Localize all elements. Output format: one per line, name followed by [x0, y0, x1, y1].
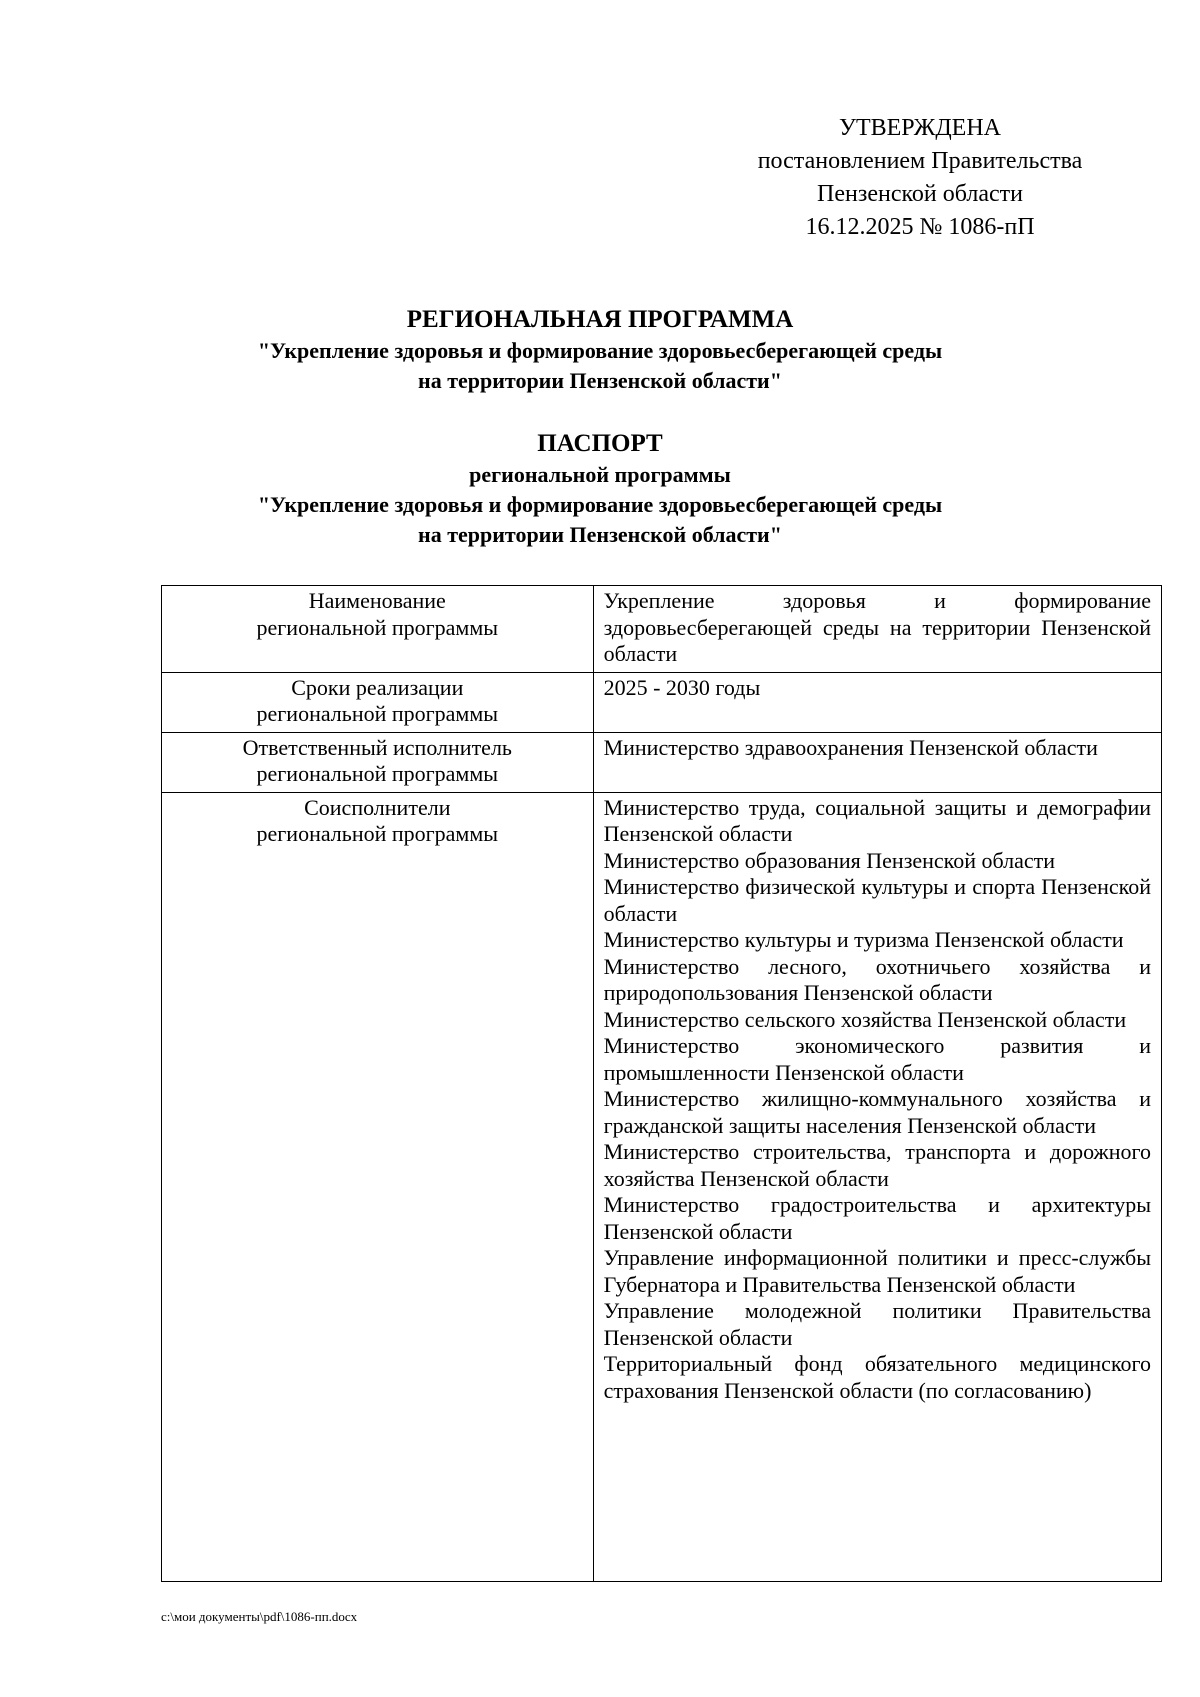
table-label-cell: [162, 792, 594, 1581]
co-executor-item: Министерство жилищно-коммунального хозяйства и гражданской защиты населения Пензенской области: [603, 1086, 1151, 1138]
table-label-cell: [162, 586, 594, 673]
table-value-cell: [593, 586, 1161, 673]
approval-line-1: УТВЕРЖДЕНА: [838, 115, 1002, 141]
table-row: [162, 586, 1162, 673]
co-executor-item: Министерство строительства, транспорта и дорожного хозяйства Пензенской области: [603, 1139, 1151, 1191]
program-title: РЕГИОНАЛЬНАЯ ПРОГРАММА: [406, 306, 794, 333]
approval-line-4: 16.12.2025 № 1086-пП: [805, 214, 1035, 240]
row-label-line-2: региональной программы: [256, 614, 499, 640]
approval-stamp: [740, 112, 1100, 244]
row-label-line-2: региональной программы: [256, 761, 499, 786]
passport-subtitle-line-2: "Укрепление здоровья и формирование здоровьесберегающей среды: [257, 492, 943, 517]
co-executor-item: Министерство сельского хозяйства Пензенской области: [603, 1006, 1127, 1032]
row-value: Министерство здравоохранения Пензенской области: [603, 734, 1098, 760]
co-executor-item: Министерство экономического развития и промышленности Пензенской области: [603, 1033, 1151, 1085]
co-executor-item: Министерство градостроительства и архитектуры Пензенской области: [603, 1192, 1151, 1244]
program-subtitle-line-1: "Укрепление здоровья и формирование здоровьесберегающей среды: [257, 338, 943, 363]
row-value: Укрепление здоровья и формирование здоровьесберегающей среды на территории Пензенской области: [603, 588, 1151, 666]
table-value-cell: [593, 672, 1161, 732]
program-heading: [150, 304, 1050, 396]
table-value-cell: [593, 792, 1161, 1581]
row-label-line-2: региональной программы: [256, 701, 499, 726]
passport-table: [161, 585, 1162, 1582]
table-value-cell: [593, 732, 1161, 792]
row-value: 2025 - 2030 годы: [603, 674, 761, 700]
passport-title: ПАСПОРТ: [537, 430, 663, 457]
co-executor-item: Министерство физической культуры и спорта Пензенской области: [603, 874, 1151, 926]
co-executor-item: Министерство культуры и туризма Пензенской области: [603, 927, 1124, 952]
passport-heading: [150, 428, 1050, 550]
approval-line-2: постановлением Правительства: [757, 148, 1083, 174]
table-label-cell: [162, 732, 594, 792]
table-row: [162, 792, 1162, 1581]
table-row: [162, 732, 1162, 792]
co-executor-item: Министерство образования Пензенской области: [603, 847, 1056, 873]
co-executor-item: Управление молодежной политики Правительства Пензенской области: [603, 1298, 1151, 1350]
program-subtitle-line-2: на территории Пензенской области": [418, 368, 782, 393]
approval-line-3: Пензенской области: [817, 181, 1023, 207]
row-label-line-2: региональной программы: [256, 821, 499, 846]
row-label-line-1: Сроки реализации: [291, 674, 464, 700]
row-label-line-1: Соисполнители: [304, 794, 451, 820]
row-label-line-1: Ответственный исполнитель: [242, 734, 512, 760]
table-row: [162, 672, 1162, 732]
file-path-footer: c:\мои документы\pdf\1086-пп.docx: [161, 1609, 358, 1624]
row-label-line-1: Наименование: [308, 588, 446, 613]
table-label-cell: [162, 672, 594, 732]
co-executor-item: Министерство труда, социальной защиты и демографии Пензенской области: [603, 794, 1151, 846]
co-executor-item: Территориальный фонд обязательного медицинского страхования Пензенской области (по согласованию): [603, 1351, 1151, 1403]
passport-subtitle-line-3: на территории Пензенской области": [418, 522, 782, 547]
co-executor-item: Управление информационной политики и пресс-службы Губернатора и Правительства Пензенской области: [603, 1245, 1151, 1297]
co-executor-item: Министерство лесного, охотничьего хозяйства и природопользования Пензенской области: [603, 953, 1151, 1005]
passport-subtitle-line-1: региональной программы: [469, 462, 731, 487]
